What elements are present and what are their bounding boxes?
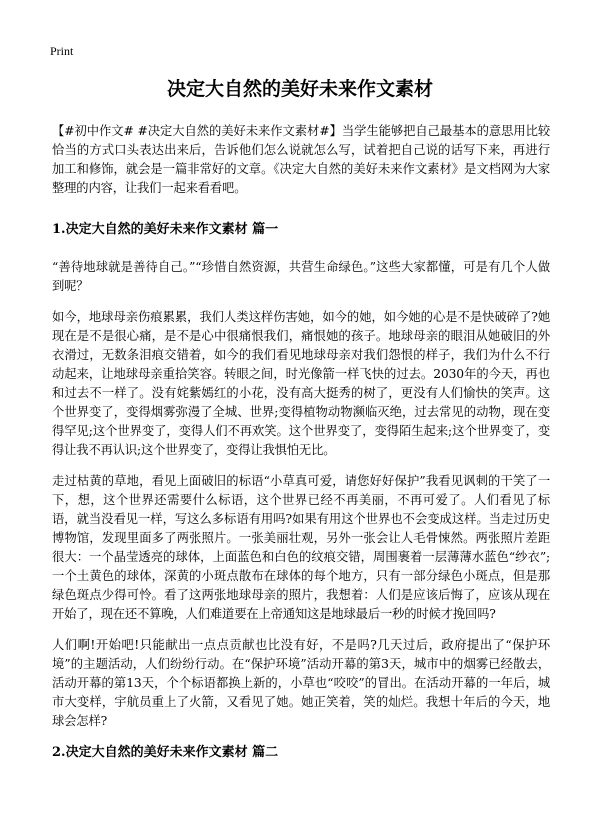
section-1-paragraph-4: 人们啊!开始吧!只能献出一点点贡献也比没有好，不是吗?几天过后，政府提出了“保护环境”的主题活动，人们纷纷行动。在“保护环境”活动开幕的第3天，城市中的烟雾已经散去，活动开幕的第13天，个个标语都换上新的，小草也“咬咬”的冒出。在活动开幕的一年后，城市大变样，宇航员重上了火箭，又看见了她。她正笑着，笑的灿烂。我想十年后的今天，地球会怎样? — [52, 638, 550, 728]
section-1-paragraph-1: “善待地球就是善待自己。”“珍惜自然资源，共营生命绿色。”这些大家都懂，可是有几个人做到呢？ — [52, 260, 550, 293]
section-1-paragraph-2: 如今，地球母亲伤痕累累，我们人类这样伤害她，如今的她，如今她的心是不是快破碎了?她现在是不是很心痛，是不是心中很痛恨我们，痛恨她的孩子。地球母亲的眼泪从她破旧的外衣滑过，无数条泪痕交错着，如今的我们看见地球母亲对我们怨恨的样子，我们为什么不行动起来，让地球母亲重拾笑容。转眼之间，时光像箭一样飞快的过去。2030年的今天，再也和过去不一样了。没有姹紫嫣红的小花，没有高大挺秀的树了，更没有人们愉快的笑声。这个世界变了，变得烟雾弥漫了全城、世界;变得植物动物濒临灭绝，过去常见的动物，现在变得罕见;这个世界变了，变得人们不再欢笑。这个世界变了，变得陌生起来;这个世界变了，变得让我不再认识;这个世界变了，变得让我惧怕无比。 — [52, 310, 550, 457]
section-heading-2: 2.决定大自然的美好未来作文素材 篇二 — [52, 745, 279, 760]
section-heading-1: 1.决定大自然的美好未来作文素材 篇一 — [52, 222, 279, 237]
intro-paragraph: 【#初中作文# #决定大自然的美好未来作文素材#】当学生能够把自己最基本的意思用比较恰当的方式口头表达出来后，告诉他们怎么说就怎么写，试着把自己说的话写下来，再进行加工和修饰，就会是一篇非常好的文章。《决定大自然的美好未来作文素材》是文档网为大家整理的内容，让我们一起来看看吧。 — [52, 124, 550, 195]
print-link[interactable]: Print — [50, 44, 74, 58]
section-1-paragraph-3: 走过枯黄的草地，看见上面破旧的标语“小草真可爱，请您好好保护”我看见讽刺的干笑了一下，想，这个世界还需要什么标语，这个世界已经不再美丽，不再可爱了。人们看见了标语，就当没看见一样，写这么多标语有用吗?如果有用这个世界也不会变成这样。当走过历史博物馆，发现里面多了两张照片。一张美丽壮观，另外一张会让人毛骨悚然。两张照片差距很大：一个晶莹透亮的球体，上面蓝色和白色的纹痕交错，周围裹着一层薄薄水蓝色“纱衣”;一个土黄色的球体，深黄的小斑点散布在球体的每个地方，只有一部分绿色小斑点，但是那绿色斑点少得可怜。看了这两张地球母亲的照片，我想着：人们是应该后悔了，应该从现在开始了，现在还不算晚，人们难道要在上帝通知这是地球最后一秒的时候才挽回吗? — [52, 474, 550, 621]
article-body — [52, 122, 550, 781]
page-title: 决定大自然的美好未来作文素材 — [166, 78, 433, 100]
